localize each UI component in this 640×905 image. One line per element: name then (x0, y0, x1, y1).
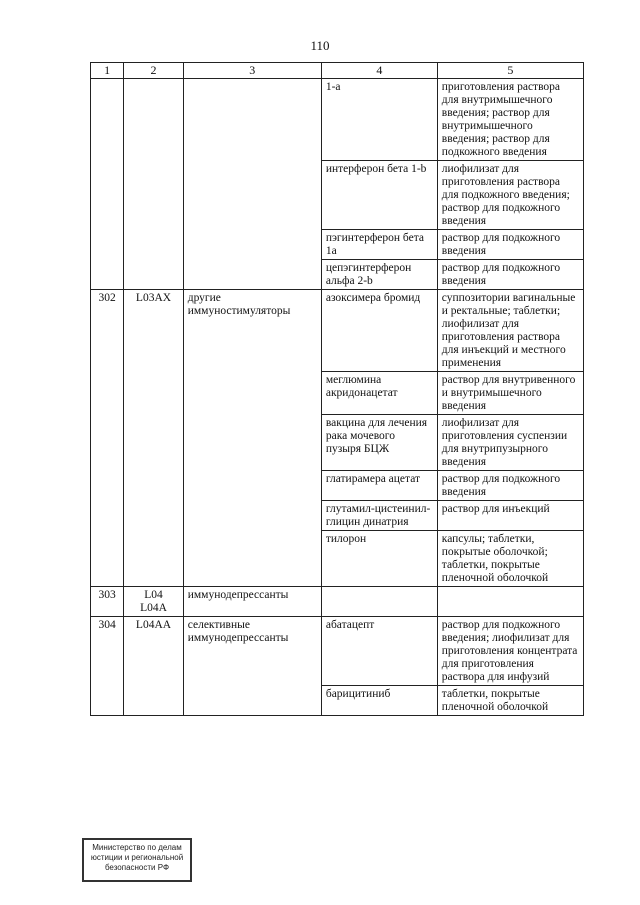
table-row (91, 415, 584, 471)
dosage-form: раствор для внутривенного и внутримышечного введения (437, 372, 583, 415)
atc-code (124, 260, 183, 290)
row-number (91, 686, 124, 716)
group-name (183, 471, 321, 501)
drug-name: барицитиниб (321, 686, 437, 716)
dosage-form: суппозитории вагинальные и ректальные; таблетки; лиофилизат для приготовления раствора для инъекций и местного применения (437, 290, 583, 372)
table-row (91, 617, 584, 686)
atc-code (124, 230, 183, 260)
drug-name: глутамил-цистеинил-глицин динатрия (321, 501, 437, 531)
atc-code: L03AX (124, 290, 183, 372)
dosage-form: раствор для подкожного введения (437, 260, 583, 290)
dosage-form: капсулы; таблетки, покрытые оболочкой; таблетки, покрытые пленочной оболочкой (437, 531, 583, 587)
stamp-line-3: безопасности РФ (104, 863, 170, 872)
dosage-form: раствор для подкожного введения (437, 471, 583, 501)
dosage-form: лиофилизат для приготовления раствора для подкожного введения; раствор для подкожного введения (437, 161, 583, 230)
stamp-line-1: Министерство по делам (92, 843, 182, 852)
table-row (91, 260, 584, 290)
table-row (91, 372, 584, 415)
drug-list-table (90, 62, 584, 716)
stamp-line-2: юстиции и региональной (90, 853, 184, 862)
dosage-form: раствор для подкожного введения; лиофилизат для приготовления концентрата для приготовления раствора для инфузий (437, 617, 583, 686)
atc-code (124, 686, 183, 716)
drug-name: меглюмина акридонацетат (321, 372, 437, 415)
row-number (91, 471, 124, 501)
group-name (183, 230, 321, 260)
atc-code: L04 L04A (124, 587, 183, 617)
table-row (91, 161, 584, 230)
atc-code (124, 415, 183, 471)
group-name (183, 415, 321, 471)
drug-name: 1-a (321, 79, 437, 161)
drug-name (321, 587, 437, 617)
row-number (91, 531, 124, 587)
dosage-form: лиофилизат для приготовления суспензии для внутрипузырного введения (437, 415, 583, 471)
group-name (183, 161, 321, 230)
atc-code (124, 471, 183, 501)
drug-name: цепэгинтерферон альфа 2-b (321, 260, 437, 290)
header-col-4: 4 (321, 63, 437, 79)
row-number (91, 79, 124, 161)
row-number (91, 501, 124, 531)
table-row (91, 471, 584, 501)
dosage-form (437, 587, 583, 617)
group-name (183, 260, 321, 290)
drug-name: интерферон бета 1-b (321, 161, 437, 230)
table-row (91, 290, 584, 372)
row-number (91, 230, 124, 260)
group-name (183, 531, 321, 587)
header-col-2: 2 (124, 63, 183, 79)
drug-name: вакцина для лечения рака мочевого пузыря БЦЖ (321, 415, 437, 471)
group-name: иммунодепрессанты (183, 587, 321, 617)
group-name (183, 501, 321, 531)
page-number: 110 (310, 38, 330, 53)
group-name: селективные иммунодепрессанты (183, 617, 321, 686)
dosage-form: раствор для инъекций (437, 501, 583, 531)
table-header-row (91, 63, 584, 79)
drug-name: пэгинтерферон бета 1a (321, 230, 437, 260)
table-row (91, 79, 584, 161)
group-name (183, 686, 321, 716)
atc-code (124, 501, 183, 531)
atc-code (124, 531, 183, 587)
dosage-form: приготовления раствора для внутримышечного введения; раствор для внутримышечного введения; раствор для подкожного введения (437, 79, 583, 161)
table-row (91, 531, 584, 587)
header-col-3: 3 (183, 63, 321, 79)
row-number (91, 415, 124, 471)
dosage-form: раствор для подкожного введения (437, 230, 583, 260)
atc-code: L04AA (124, 617, 183, 686)
table-row (91, 686, 584, 716)
atc-code (124, 372, 183, 415)
group-name (183, 79, 321, 161)
group-name (183, 372, 321, 415)
drug-name: глатирамера ацетат (321, 471, 437, 501)
drug-name: азоксимера бромид (321, 290, 437, 372)
atc-code (124, 161, 183, 230)
row-number (91, 372, 124, 415)
atc-code (124, 79, 183, 161)
row-number: 303 (91, 587, 124, 617)
row-number (91, 161, 124, 230)
header-col-5: 5 (437, 63, 583, 79)
row-number: 302 (91, 290, 124, 372)
drug-name: тилорон (321, 531, 437, 587)
row-number (91, 260, 124, 290)
table-row (91, 587, 584, 617)
ministry-stamp (82, 838, 192, 882)
group-name: другие иммуностимуляторы (183, 290, 321, 372)
drug-name: абатацепт (321, 617, 437, 686)
row-number: 304 (91, 617, 124, 686)
header-col-1: 1 (91, 63, 124, 79)
table-row (91, 501, 584, 531)
dosage-form: таблетки, покрытые пленочной оболочкой (437, 686, 583, 716)
table-row (91, 230, 584, 260)
